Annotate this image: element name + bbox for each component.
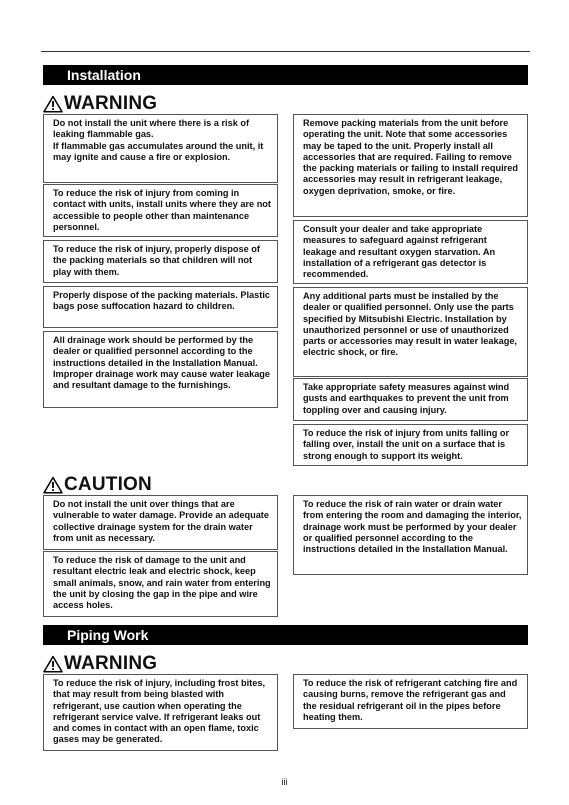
warning-text: To reduce the risk of injury from units falling or falling over, install the unit on a surface that is strong enough to support its weight.	[303, 428, 510, 461]
warning-text: Do not install the unit where there is a risk of leaking flammable gas.	[53, 118, 250, 140]
caution-text: To reduce the risk of damage to the unit and resultant electric leak and electric shock, keep small animals, snow, and rain water from entering the unit by closing the gap in the pipe and wire access holes.	[53, 555, 271, 611]
page-number: iii	[281, 777, 288, 787]
caution-heading	[43, 474, 152, 496]
warning-text: To reduce the risk of injury, properly dispose of the packing materials so that children will not play with them.	[53, 244, 260, 277]
caution-box	[293, 495, 528, 575]
warning-box	[43, 184, 278, 237]
warning-text: To reduce the risk of injury from coming in contact with units, install units where they are not accessible to people other than maintenance personnel.	[53, 188, 271, 232]
warning-box	[43, 674, 278, 751]
warning-heading-piping	[43, 653, 157, 675]
warning-box	[293, 674, 528, 729]
caution-box	[43, 495, 278, 550]
warning-box	[43, 240, 278, 283]
warning-box	[43, 331, 278, 408]
warning-text: To reduce the risk of injury, including frost bites, that may result from being blasted with refrigerant, use caution when operating the refrigerant service valve. If refrigerant leaks out and comes in contact with an open flame, toxic gases may be generated.	[53, 678, 266, 745]
caution-text: To reduce the risk of rain water or drain water from entering the room and damaging the interior, drainage work must be performed by your dealer or qualified personnel according to the instructions detailed in the Installation Manual.	[303, 499, 522, 555]
warning-heading-text: WARNING	[64, 653, 158, 674]
warning-text: All drainage work should be performed by the dealer or qualified personnel according to the instructions detailed in the Installation Manual. Improper drainage work may cause water leakage and resultant damage to the furnishings.	[53, 335, 271, 391]
warning-heading-text: WARNING	[64, 93, 158, 114]
warning-box	[293, 220, 528, 284]
warning-triangle-icon	[43, 655, 63, 673]
caution-box	[43, 551, 278, 617]
warning-box	[293, 378, 528, 421]
warning-text: Properly dispose of the packing materials. Plastic bags pose suffocation hazard to children.	[53, 290, 271, 312]
section-header-piping-work: Piping Work	[43, 625, 528, 645]
warning-box	[43, 286, 278, 328]
caution-triangle-icon	[43, 476, 63, 494]
warning-box	[293, 114, 528, 217]
warning-triangle-icon	[43, 95, 63, 113]
caution-text: Do not install the unit over things that are vulnerable to water damage. Provide an adequate collective drainage system for the drain water from unit as necessary.	[53, 499, 269, 543]
warning-box	[293, 287, 528, 377]
warning-text: If flammable gas accumulates around the unit, it may ignite and cause a fire or explosion.	[53, 140, 264, 162]
top-rule	[41, 51, 530, 52]
caution-heading-text: CAUTION	[64, 474, 152, 495]
warning-text: To reduce the risk of refrigerant catching fire and causing burns, remove the refrigerant gas and the residual refrigerant oil in the pipes before heating them.	[303, 678, 518, 722]
warning-text: Any additional parts must be installed by the dealer or qualified personnel. Only use the parts specified by Mitsubishi Electric. Installation by unauthorized personnel or use of unauthorized parts or accessories may result in water leakage, electric shock, or fire.	[303, 291, 517, 358]
warning-heading-installation	[43, 93, 157, 115]
warning-text: Take appropriate safety measures against wind gusts and earthquakes to prevent the unit from toppling over and causing injury.	[303, 382, 510, 415]
warning-box	[293, 424, 528, 466]
warning-text: Consult your dealer and take appropriate measures to safeguard against refrigerant leakage and resultant oxygen starvation. An installation of a refrigerant gas detector is recommended.	[303, 224, 496, 280]
warning-box	[43, 114, 278, 183]
section-header-installation: Installation	[43, 65, 528, 85]
warning-text: Remove packing materials from the unit before operating the unit. Note that some accessories may be taped to the unit. Properly install all accessories that are required. Failing to remove the packing materials or failing to install required accessories may result in refrigerant leakage, oxygen deprivation, smoke, or fire.	[303, 118, 518, 196]
